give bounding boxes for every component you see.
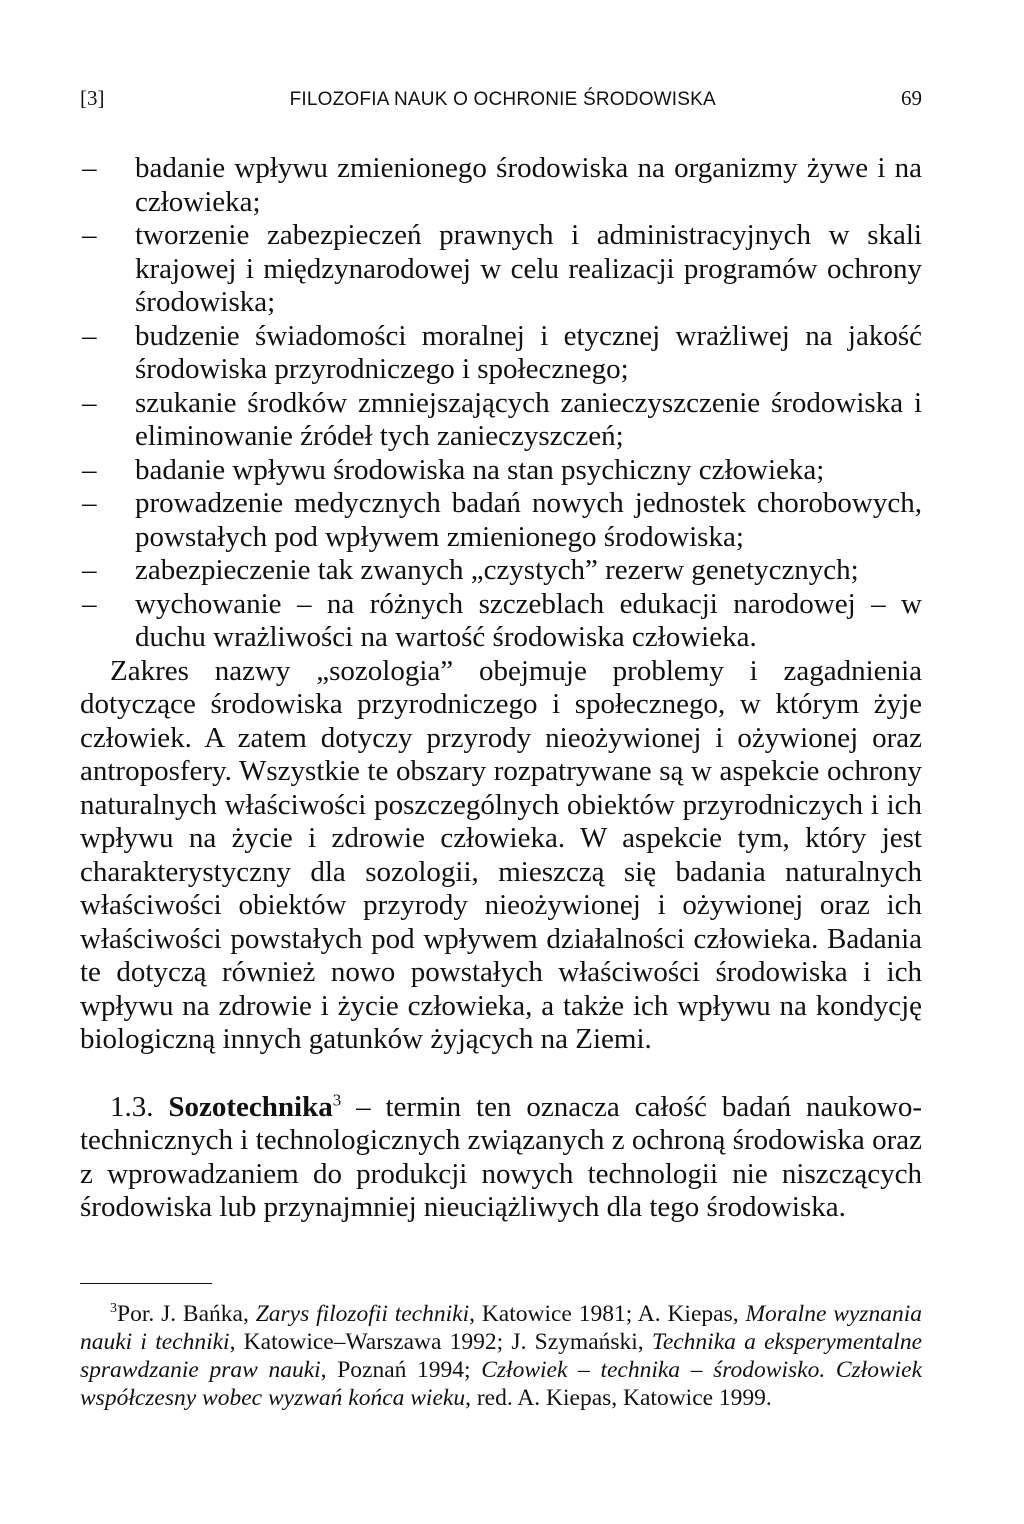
dash-marker: – [82,453,97,486]
list-item [80,387,922,454]
section-number: [3] [80,86,105,110]
footnote-text: Por. J. Bańka, [117,1301,256,1327]
footnote-reference[interactable]: 3 [332,1089,342,1109]
list-item-text: prowadzenie medycznych badań nowych jednostek chorobowych, powstałych pod wpływem zmienionego środowiska; [135,487,922,553]
list-item-text: wychowanie – na różnych szczeblach edukacji narodowej – w duchu wrażliwości na wartość środowiska człowieka. [135,587,922,653]
list-item-text: badanie wpływu środowiska na stan psychiczny człowieka; [135,453,825,486]
dash-marker: – [82,152,97,184]
list-item [80,320,922,387]
list-item [80,487,922,554]
main-text [80,152,922,1225]
cited-work-title: Technika a eksperymentalne sprawdzanie praw nauki [80,1329,922,1383]
running-header [80,86,922,111]
section-term: Sozotechnika [168,1090,333,1123]
section-text: – termin ten oznacza całość badań naukowo-technicznych i technologicznych związanych z ochroną środowiska oraz z wprowadzaniem do produkcji nowych technologii nie niszczących środowiska lub przynajmniej nieuciążliwych dla tego środowiska. [80,1090,922,1223]
list-item [80,588,922,655]
list-item [80,554,922,588]
list-item [80,454,922,488]
dash-marker: – [82,319,97,352]
list-item-text: szukanie środków zmniejszających zanieczyszczenie środowiska i eliminowanie źródeł tych zanieczyszczeń; [135,386,922,452]
footnote-text: , Katowice 1981; A. Kiepas, [469,1301,746,1327]
dash-marker: – [82,587,97,620]
list-item-text: tworzenie zabezpieczeń prawnych i administracyjnych w skali krajowej i międzynarodowej w celu realizacji programów ochrony środowiska; [135,219,922,318]
list-item-text: zabezpieczenie tak zwanych „czystych” rezerw genetycznych; [135,554,859,586]
cited-work-title: Moralne wyznania nauki i techniki [80,1301,922,1355]
list-item-text: budzenie świadomości moralnej i etycznej wrażliwej na jakość środowiska przyrodniczego i społecznego; [135,319,922,385]
dash-marker: – [82,386,97,419]
footnotes [80,1300,922,1412]
page-number: 69 [901,86,922,110]
footnote-text: , Poznań 1994; [320,1357,482,1383]
sozologia-paragraph: Zakres nazwy „sozologia” obejmuje problemy i zagadnienia dotyczące środowiska przyrodniczego i społecznego, w którym żyje człowiek. A zatem dotyczy przyrody nieożywionej i ożywionej oraz antroposfery. Wszystkie te obszary rozpatrywane są w aspekcie ochrony naturalnych właściwości poszczególnych obiektów przyrodniczych i ich wpływu na życie i zdrowie człowieka. W aspekcie tym, który jest charakterystyczny dla sozologii, mieszczą się badania naturalnych właściwości obiektów przyrody nieożywionej i ożywionej oraz ich właściwości powstałych pod wpływem działalności człowieka. Badania te dotyczą również nowo powstałych właściwości środowiska i ich wpływu na zdrowie i życie człowieka, a także ich wpływu na kondycję biologiczną innych gatunków żyjących na Ziemi. [80,654,922,1055]
list-item [80,219,922,320]
footnote-text: , Katowice–Warszawa 1992; J. Szymański, [229,1329,652,1355]
dash-marker: – [82,487,97,519]
dash-marker: – [82,219,97,251]
footnote [80,1300,922,1412]
cited-work-title: Zarys filozofii techniki [255,1301,470,1327]
list-item [80,152,922,219]
footnote-marker: 3 [110,1301,117,1317]
list-item-text: badanie wpływu zmienionego środowiska na organizmy żywe i na człowieka; [135,152,922,218]
section-paragraph [80,1091,922,1225]
bullet-list [80,152,922,655]
footnote-divider [80,1283,212,1284]
footnote-text: , red. A. Kiepas, Katowice 1999. [465,1385,772,1411]
dash-marker: – [82,554,97,586]
running-title: FILOZOFIA NAUK O OCHRONIE ŚRODOWISKA [289,89,716,110]
cited-work-title: Człowiek – technika – środowisko. Człowiek współczesny wobec wyzwań końca wieku [80,1357,923,1411]
section-number-label: 1.3. [110,1090,154,1123]
